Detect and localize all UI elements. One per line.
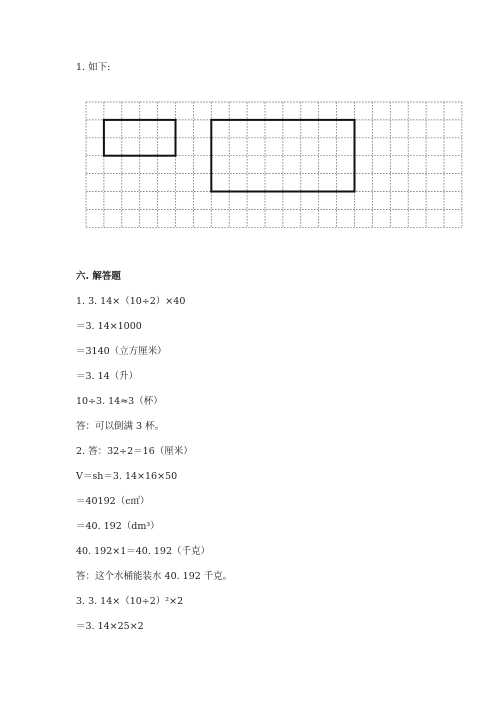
answer-line: ＝3. 14×25×2 — [76, 621, 144, 632]
answer-line: 1. 3. 14×（10÷2）×40 — [76, 296, 186, 307]
answer-line: 40. 192×1＝40. 192（千克） — [76, 546, 211, 557]
answer-line: ＝40192（c㎡） — [76, 496, 150, 507]
answer-line: 10÷3. 14≈3（杯） — [76, 396, 163, 407]
answer-line: 答：可以倒满 3 杯。 — [76, 421, 165, 432]
answer-line: 3. 3. 14×（10÷2）²×2 — [76, 596, 184, 607]
section-heading: 六. 解答题 — [76, 271, 121, 282]
answer-line: ＝40. 192（dm³） — [76, 521, 160, 532]
answer-line: ＝3140（立方厘米） — [76, 346, 167, 357]
answer-line: V＝sh＝3. 14×16×50 — [76, 471, 178, 482]
question-1-label: 1. 如下: — [76, 62, 111, 73]
answer-line: 答：这个水桶能装水 40. 192 千克。 — [76, 571, 233, 582]
answer-line: ＝3. 14（升） — [76, 371, 139, 382]
answer-line: ＝3. 14×1000 — [76, 321, 142, 332]
answer-line: 2. 答：32÷2＝16（厘米） — [76, 446, 193, 457]
